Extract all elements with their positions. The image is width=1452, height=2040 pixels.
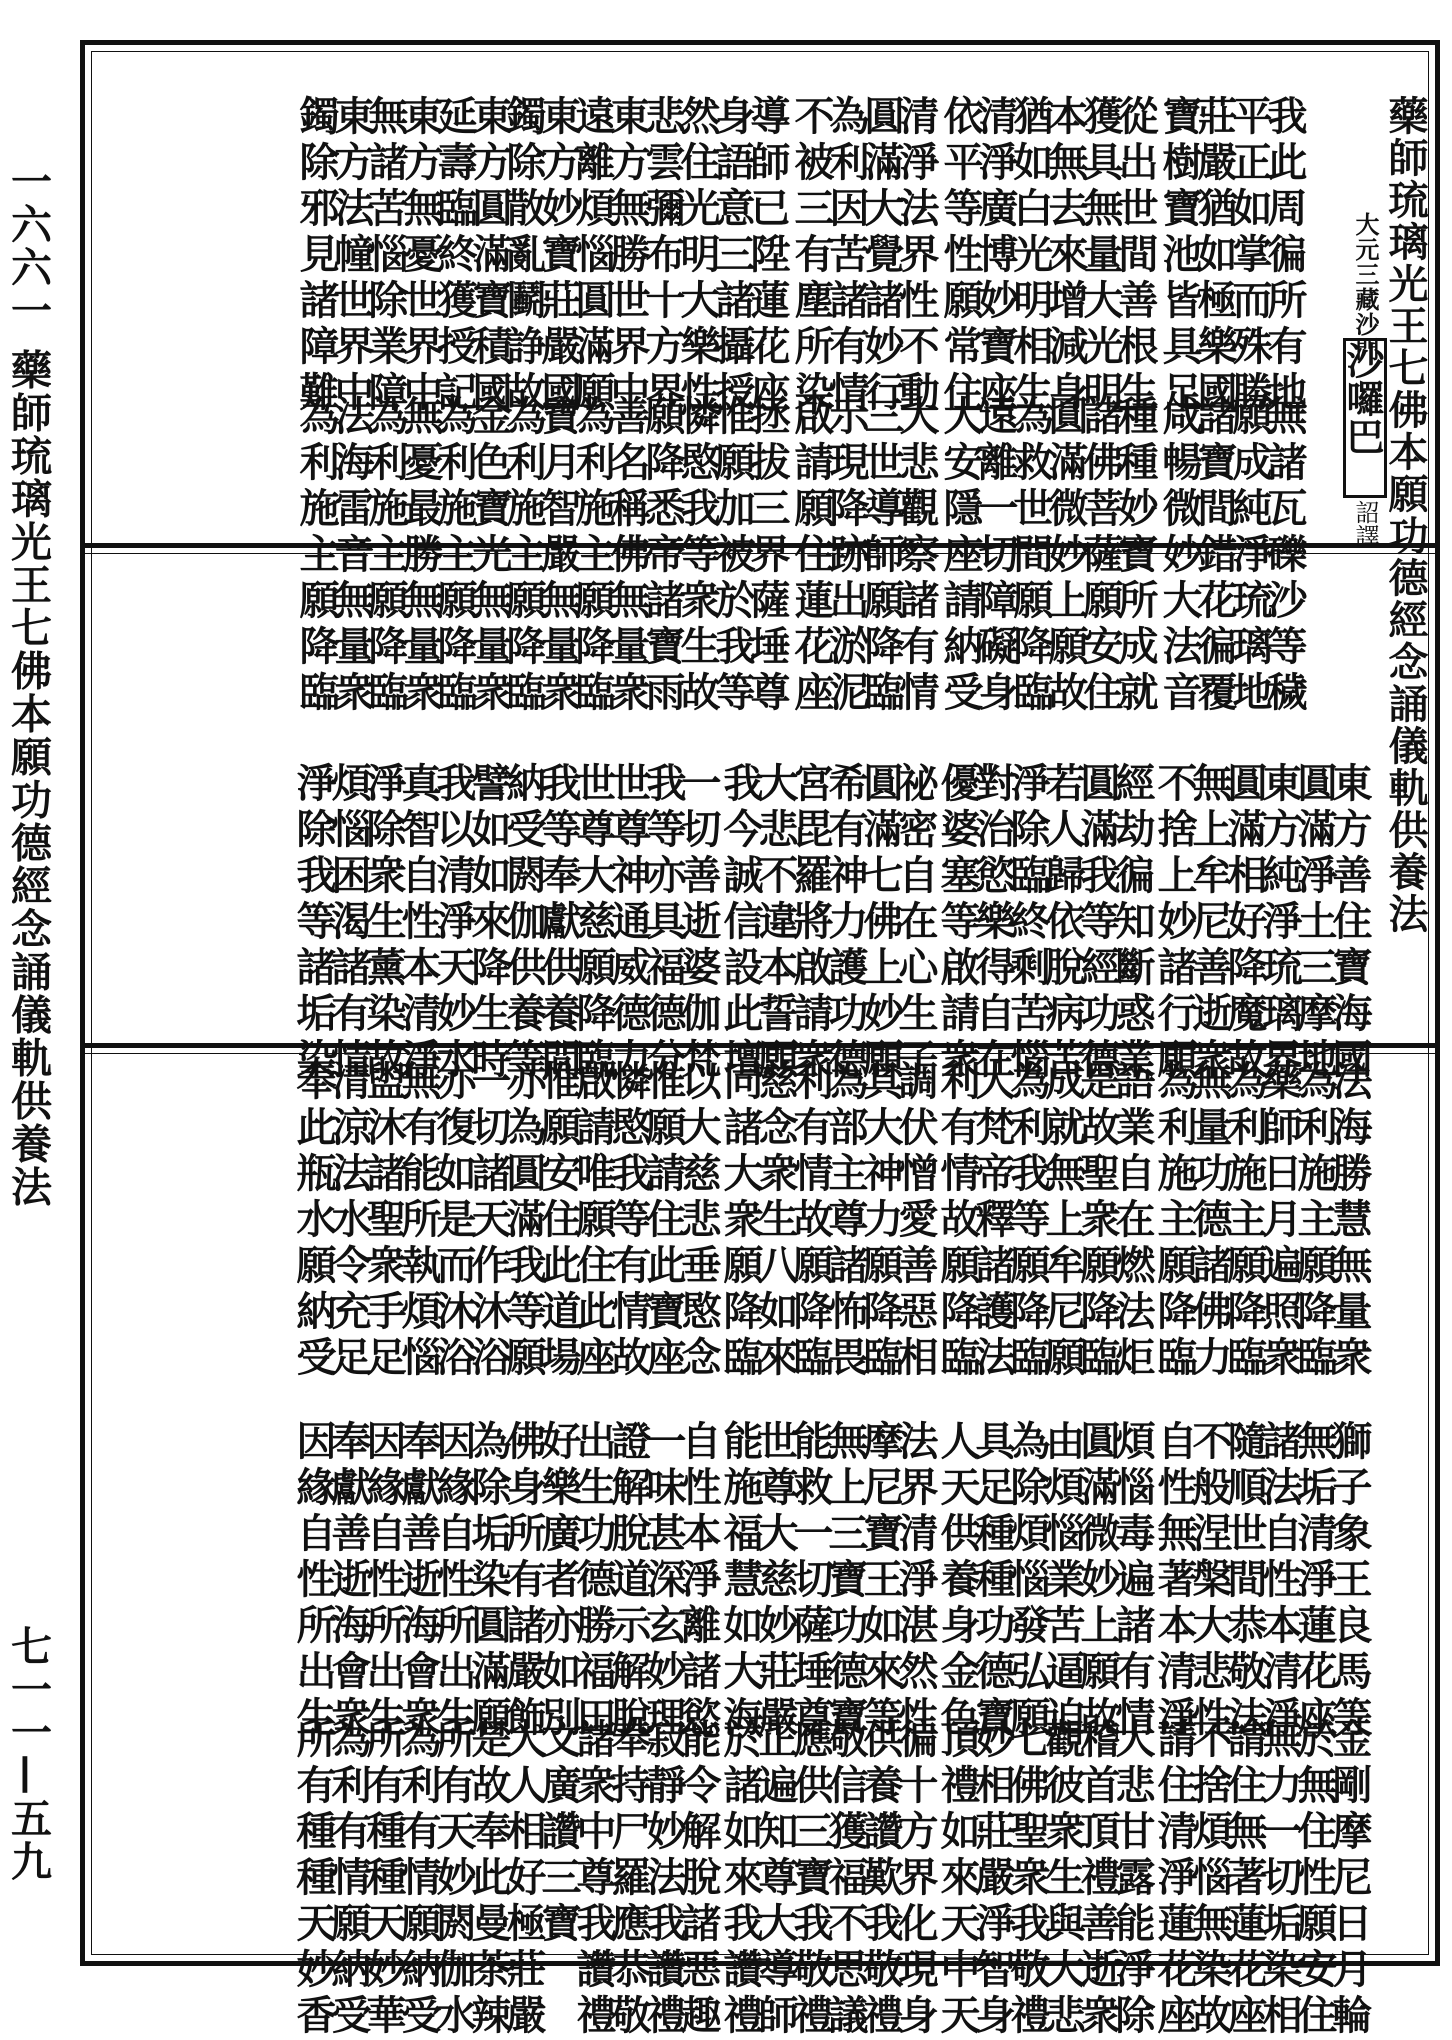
verse-line-bottom: 寶月智嚴無量衆 (535, 395, 582, 717)
verse-line-bottom: 大悲甘露能淨除 (1109, 1718, 1156, 2040)
translator-suffix: 詔譯 (1351, 500, 1379, 548)
verse-line-bottom: 大人相好極莊嚴 (500, 1718, 547, 2040)
verse-line-top: 證解脫道示解脫 (605, 1420, 652, 1742)
verse-line-bottom: 諸寶間錯花徧覆 (1191, 395, 1238, 717)
verse-line-bottom: 願降悉帝諸寶雨 (639, 395, 686, 717)
verse-line-top: 世尊大慈妙莊嚴 (752, 1420, 799, 1742)
verse-line-bottom: 金剛摩尼日月輪 (1326, 1718, 1373, 2040)
verse-line-top: 宮毘羅將啟請衆 (787, 762, 834, 1084)
verse-line-top: 希有神力護功德 (822, 762, 869, 1084)
verse-line-bottom: 無量功德諸佛力 (1186, 1060, 1233, 1382)
verse-line-top: 身語意三諸攝授 (709, 95, 756, 417)
verse-line-top: 本無去來增減身 (1042, 95, 1089, 417)
verse-line-bottom: 為利有情願納受 (325, 1718, 372, 2040)
verse-line-top: 因緣自性所出生 (290, 1420, 337, 1742)
verse-line-bottom: 奉此瓶水願納受 (290, 1060, 337, 1382)
translator-label: 大元三藏沙門 (1351, 212, 1380, 362)
verse-line-top: 若人歸依脫病苦 (1039, 762, 1086, 1084)
verse-line-bottom: 七佛聖衆我敬禮 (1004, 1718, 1051, 2040)
margin-page-number: 七一一—五九 (4, 1625, 52, 1883)
verse-line-top: 由煩惱業苦逼迫 (1039, 1420, 1086, 1742)
verse-line-bottom: 同諸大衆願降臨 (717, 1060, 764, 1382)
verse-line-bottom: 憐愍我等有情故 (605, 1060, 652, 1382)
verse-line-bottom: 所有種種天妙香 (290, 1718, 337, 2040)
verse-line-bottom: 稽首頂禮善逝衆 (1074, 1718, 1121, 2040)
verse-line-top: 圓滿我等經功德 (1074, 762, 1121, 1084)
verse-line-bottom: 慈念衆生八如來 (752, 1060, 799, 1382)
verse-line-bottom: 語業自在燃法炬 (1109, 1060, 1156, 1382)
verse-line-top: 遠離煩惱圓滿願 (569, 95, 616, 417)
verse-line-bottom: 為利施主願降臨 (500, 395, 547, 717)
verse-line-top: 經劫徧知斷惑業 (1109, 762, 1156, 1084)
verse-line-top: 平正如掌而殊勝 (1226, 95, 1273, 417)
verse-line-bottom: 供養讚歎我敬禮 (857, 1718, 904, 2040)
verse-line-top: 為除煩惱發弘願 (1004, 1420, 1051, 1742)
verse-line-bottom: 於無住性願安住 (1291, 1718, 1338, 2040)
verse-line-top: 我以清淨天妙水 (430, 762, 477, 1084)
verse-line-top: 奉獻善逝海會衆 (395, 1420, 442, 1742)
verse-line-top: 東方圓滿寶積國 (466, 95, 513, 417)
verse-line-bottom: 示現降跡出淤泥 (823, 395, 870, 717)
verse-line-top: 清淨法界性不動 (893, 95, 940, 417)
verse-line-bottom: 圓滿微妙上願故 (1042, 395, 1089, 717)
verse-line-bottom: 大悲觀察諸有情 (893, 395, 940, 717)
verse-line-bottom: 於諸如來我讚禮 (717, 1718, 764, 2040)
verse-line-top: 法界清淨湛然性 (892, 1420, 939, 1742)
verse-line-top: 因緣自性所出生 (360, 1420, 407, 1742)
verse-line-top: 煩惱困渴諸有情 (325, 762, 372, 1084)
verse-line-top: 隨順世間恭敬法 (1221, 1420, 1268, 1742)
verse-line-top: 為利因苦諸有情 (823, 95, 870, 417)
verse-line-bottom: 為部主尊諸怖畏 (822, 1060, 869, 1382)
verse-line-bottom: 無諸瓦礫沙等穢 (1261, 395, 1308, 717)
verse-line-bottom: 遠離一切障礙身 (972, 395, 1019, 717)
verse-line-top: 鐲除邪見諸障難 (293, 95, 340, 417)
verse-line-bottom: 為利施主願降臨 (569, 395, 616, 717)
verse-line-bottom: 所有種種天妙華 (360, 1718, 407, 2040)
verse-line-bottom: 不捨煩惱無染故 (1186, 1718, 1233, 2040)
verse-line-top: 圓滿微妙上願故 (1074, 1420, 1121, 1742)
verse-line-bottom: 盥沐諸聖衆手足 (360, 1060, 407, 1382)
verse-line-top: 出生功德勝福田 (570, 1420, 617, 1742)
verse-line-top: 能救一切薩埵尊 (787, 1420, 834, 1742)
verse-line-bottom: 正遍知尊大導師 (752, 1718, 799, 2040)
verse-line-bottom: 文廣讚三寶 (535, 1718, 582, 1948)
verse-line-bottom: 觀彼衆生與大悲 (1039, 1718, 1086, 2040)
verse-line-top: 我此周徧所有地 (1261, 95, 1308, 417)
verse-line-top: 納受閼伽供養等 (500, 762, 547, 1084)
verse-line-top: 大悲不違本誓願 (752, 762, 799, 1084)
verse-line-top: 無上三寶功德寶 (822, 1420, 869, 1742)
verse-line-bottom: 拯拔三界薩埵尊 (744, 395, 791, 717)
verse-line-top: 清淨廣博妙寶座 (972, 95, 1019, 417)
verse-line-bottom: 請住無著蓮花座 (1221, 1718, 1268, 2040)
verse-line-top: 圓滿七佛上妙願 (857, 762, 904, 1084)
verse-line-top: 為除垢染圓滿願 (465, 1420, 512, 1742)
verse-line-top: 自性無著本清淨 (1151, 1420, 1198, 1742)
verse-line-bottom: 為利我等願降臨 (1004, 1060, 1051, 1382)
verse-line-bottom: 無有能所執煩惱 (395, 1060, 442, 1382)
verse-line-bottom: 調伏憎愛善惡相 (892, 1060, 939, 1382)
verse-line-top: 自性本淨離諸慾 (675, 1420, 722, 1742)
verse-line-bottom: 妙相莊嚴淨智身 (969, 1718, 1016, 2040)
verse-line-top: 導師已陞蓮花座 (744, 95, 791, 417)
verse-line-top: 我等亦具福德分 (640, 762, 687, 1084)
verse-line-bottom: 亦復如是而沐浴 (430, 1060, 477, 1382)
verse-line-top: 獅子象王良馬等 (1326, 1420, 1373, 1742)
verse-line-bottom: 請住清淨蓮花座 (1151, 1718, 1198, 2040)
verse-line-top: 好樂廣者亦如別 (535, 1420, 582, 1742)
verse-line-bottom: 能令解脫諸惡趣 (675, 1718, 722, 2040)
verse-line-top: 獲具無量大光明 (1077, 95, 1124, 417)
verse-line-top: 我今誠信設此壇 (717, 762, 764, 1084)
verse-line-top: 圓滿大覺諸妙行 (858, 95, 905, 417)
verse-line-top: 東方無勝世界中 (604, 95, 651, 417)
verse-line-bottom: 為利施主願降臨 (293, 395, 340, 717)
verse-line-bottom: 法海勝慧無量衆 (1326, 1060, 1373, 1382)
verse-line-top: 對治慾樂得自在 (969, 762, 1016, 1084)
verse-line-top: 無垢清淨蓮花座 (1291, 1420, 1338, 1742)
verse-line-top: 寶樹寶池皆具足 (1156, 95, 1203, 417)
verse-line-top: 世尊神通威德力 (605, 762, 652, 1084)
verse-line-bottom: 為利施主願降臨 (1291, 1060, 1338, 1382)
verse-line-bottom: 三世導師願降臨 (858, 395, 905, 717)
verse-line-bottom: 清涼法水令充足 (325, 1060, 372, 1382)
verse-line-top: 優婆塞等啟請衆 (934, 762, 981, 1084)
verse-line-top: 猶如白光明相生 (1007, 95, 1054, 417)
verse-line-bottom: 惟願請住此寶座 (640, 1060, 687, 1382)
verse-line-top: 莊嚴猶如極樂國 (1191, 95, 1238, 417)
verse-line-top: 淨除衆生薰染故 (360, 762, 407, 1084)
verse-line-bottom: 為利施主願降臨 (1221, 1060, 1268, 1382)
verse-line-bottom: 大安隱座請納受 (937, 395, 984, 717)
verse-line-bottom: 諸佛菩薩願安住 (1077, 395, 1124, 717)
verse-line-bottom: 以大慈悲垂愍念 (675, 1060, 722, 1382)
verse-line-bottom: 藥師日月遍照衆 (1256, 1060, 1303, 1382)
verse-line-bottom: 成就無上牟尼願 (1039, 1060, 1086, 1382)
verse-line-bottom: 為救世間願降臨 (1007, 395, 1054, 717)
verse-line-bottom: 金色寶光無量衆 (466, 395, 513, 717)
verse-line-top: 從出世間善根生 (1112, 95, 1159, 417)
verse-line-bottom: 奉持尸羅應恭敬 (605, 1718, 652, 2040)
verse-line-top: 奉獻善逝海會衆 (325, 1420, 372, 1742)
verse-line-top: 不捨上妙諸行願 (1151, 762, 1198, 1084)
verse-line-top: 譬如如來降生時 (465, 762, 512, 1084)
verse-line-top: 能施福慧如大海 (717, 1420, 764, 1742)
verse-line-bottom: 寂靜妙法我讚禮 (640, 1718, 687, 2040)
verse-line-bottom: 利有情故願降臨 (787, 1060, 834, 1382)
verse-line-top: 煩惱毒遍諸有情 (1109, 1420, 1156, 1742)
verse-line-bottom: 亦為圓滿我等願 (500, 1060, 547, 1382)
verse-line-top: 世尊大慈願降臨 (570, 762, 617, 1084)
translator-seal: 沙囉巴 (1343, 338, 1387, 498)
verse-line-top: 鐲除散亂鬬諍故 (500, 95, 547, 417)
verse-line-top: 東方法幢世界中 (328, 95, 375, 417)
verse-line-bottom: 啟請願住蓮花座 (788, 395, 835, 717)
verse-line-top: 無上牟尼善逝衆 (1186, 762, 1233, 1084)
verse-line-top: 悲雲彌布十方界 (639, 95, 686, 417)
verse-line-top: 淨除我等諸垢染 (290, 762, 337, 1084)
verse-line-top: 東方善住寶海國 (1326, 762, 1373, 1084)
verse-line-bottom: 願成純淨琉璃地 (1226, 395, 1273, 717)
margin-title: 一六六一 藥師琉璃光王七佛本願功德經念誦儀軌供養法 (4, 160, 52, 1209)
verse-line-bottom: 應供三寶我敬禮 (787, 1718, 834, 2040)
verse-line-bottom: 頂禮如來天中天 (934, 1718, 981, 2040)
verse-line-bottom: 敬信獲福不思議 (822, 1718, 869, 2040)
verse-line-bottom: 一切諸天作沐浴 (465, 1060, 512, 1382)
verse-line-top: 淨除臨終剩苦惱 (1004, 762, 1051, 1084)
verse-line-bottom: 咸暢微妙大法音 (1156, 395, 1203, 717)
verse-line-bottom: 是故奉此曼茶辣 (465, 1718, 512, 2040)
verse-line-bottom: 憐愍我等衆生故 (674, 395, 721, 717)
verse-line-top: 圓滿淨土三摩地 (1291, 762, 1338, 1084)
verse-line-bottom: 是故聖衆願降臨 (1074, 1060, 1121, 1382)
verse-line-bottom: 善名稱佛無量衆 (604, 395, 651, 717)
verse-line-bottom: 法海雷音無量衆 (328, 395, 375, 717)
verse-line-bottom: 大梵帝釋諸護法 (969, 1060, 1016, 1382)
verse-line-bottom: 惟願安住此道場 (535, 1060, 582, 1382)
verse-line-bottom: 具大神力願降臨 (857, 1060, 904, 1382)
verse-line-top: 圓滿相好降魔故 (1221, 762, 1268, 1084)
verse-line-bottom: 為利施主願降臨 (362, 395, 409, 717)
verse-line-bottom: 為利有情願納受 (395, 1718, 442, 2040)
verse-line-top: 不被三有塵所染 (788, 95, 835, 417)
verse-line-top: 延壽臨終獲授記 (431, 95, 478, 417)
verse-line-top: 東方無憂世界中 (397, 95, 444, 417)
verse-line-top: 具足種種功德寶 (969, 1420, 1016, 1742)
verse-line-bottom: 諸衆中尊我讚禮 (570, 1718, 617, 2040)
verse-line-bottom: 利有情故願降臨 (934, 1060, 981, 1382)
verse-line-top: 依平等性願常住 (937, 95, 984, 417)
verse-line-top: 我等奉獻供養間 (535, 762, 582, 1084)
verse-line-top: 一切善逝婆伽梵 (675, 762, 722, 1084)
verse-line-top: 然住光明大樂性 (674, 95, 721, 417)
verse-line-bottom: 所有天妙閼伽水 (430, 1718, 477, 2040)
verse-line-top: 一味甚深玄妙理 (640, 1420, 687, 1742)
verse-line-bottom: 啟請唯願住此座 (570, 1060, 617, 1382)
verse-line-top: 佛身所有諸嚴飾 (500, 1420, 547, 1742)
verse-line-bottom: 為利施主願降臨 (1151, 1060, 1198, 1382)
verse-line-top: 真智自性本清淨 (395, 762, 442, 1084)
verse-line-top: 因緣自性所出生 (430, 1420, 477, 1742)
verse-line-bottom: 種種妙寶所成就 (1112, 395, 1159, 717)
verse-line-top: 祕密自在心生子 (892, 762, 939, 1084)
verse-line-top: 東方純淨琉璃界 (1256, 762, 1303, 1084)
verse-line-top: 摩尼寶王如來等 (857, 1420, 904, 1742)
verse-line-top: 無諸苦惱除業障 (362, 95, 409, 417)
verse-line-bottom: 惟願加被於我等 (709, 395, 756, 717)
verse-line-bottom: 無憂最勝無量衆 (397, 395, 444, 717)
verse-line-bottom: 為利施主願降臨 (431, 395, 478, 717)
verse-line-top: 不般涅槃大悲性 (1186, 1420, 1233, 1742)
verse-line-top: 人天供養身金色 (934, 1420, 981, 1742)
verse-line-top: 東方妙寶莊嚴國 (535, 95, 582, 417)
verse-line-bottom: 徧十方界化現身 (892, 1718, 939, 2040)
verse-line-top: 諸法自性本清淨 (1256, 1420, 1303, 1742)
sutra-title: 藥師琉璃光王七佛本願功德經念誦儀軌供養法 (1382, 95, 1429, 935)
verse-line-bottom: 無力一切垢染相 (1256, 1718, 1303, 2040)
